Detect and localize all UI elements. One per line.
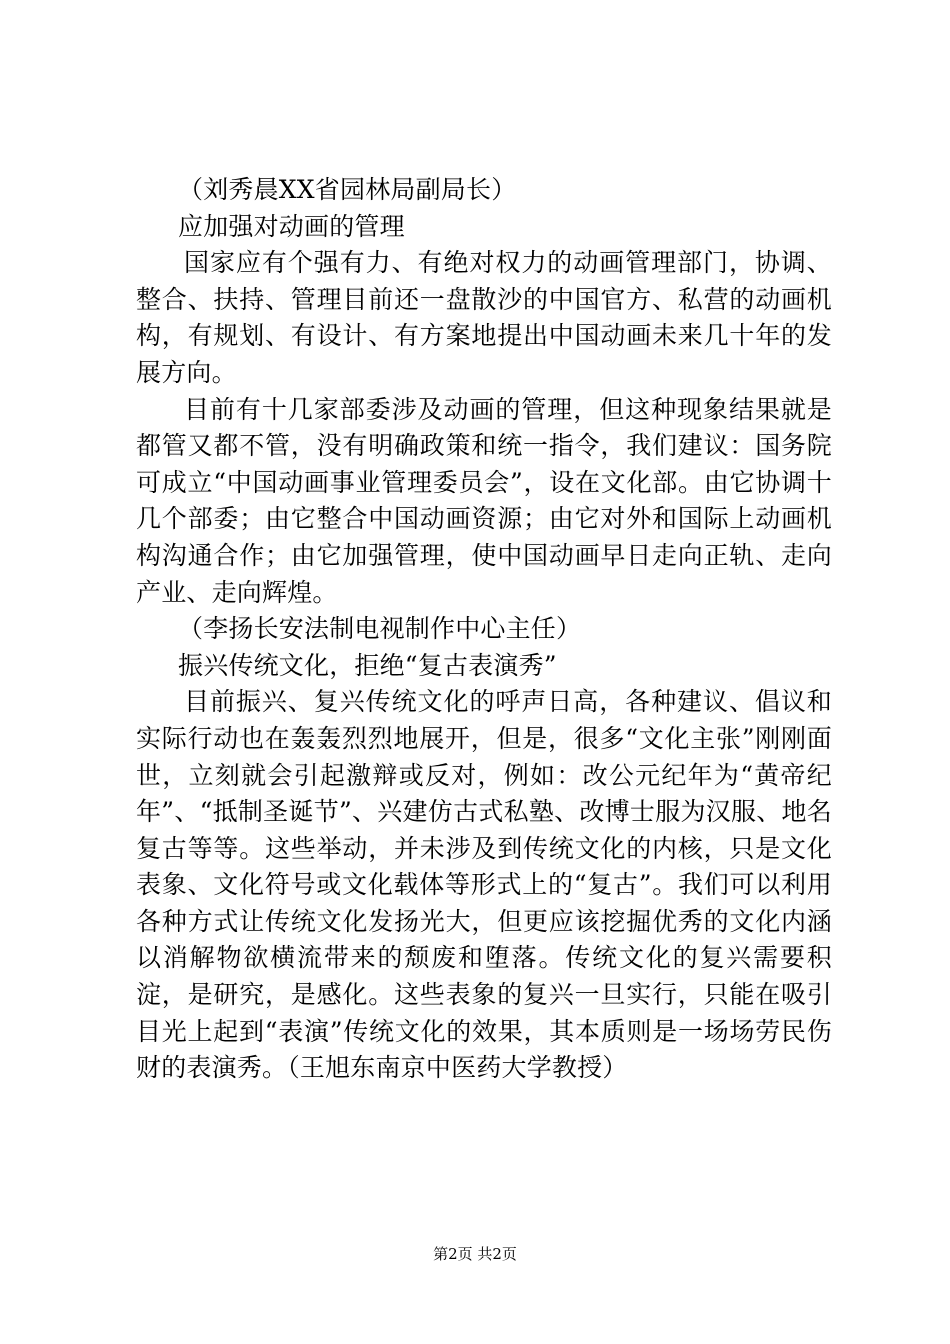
paragraph-animation-committee: 目前有十几家部委涉及动画的管理，但这种现象结果就是都管又都不管，没有明确政策和统一指令，我们建议：国务院可成立“中国动画事业管理委员会”，设在文化部。由它协调十几个部委；由它整合中国动画资源；由它对外和国际上动画机构沟通合作；由它加强管理，使中国动画早日走向正轨、走向产业、走向辉煌。 [136, 394, 832, 607]
section-heading-animation: 应加强对动画的管理 [178, 211, 405, 241]
attribution-li-yang: （李扬长安法制电视制作中心主任） [178, 614, 582, 644]
section-heading-traditional-culture: 振兴传统文化，拒绝“复古表演秀” [178, 650, 557, 680]
attribution-liu-xiuchen: （刘秀晨XX省园林局副局长） [178, 175, 517, 204]
page-number-footer: 第2页 共2页 [433, 1245, 517, 1263]
document-body [136, 172, 832, 1087]
paragraph-traditional-culture: 目前振兴、复兴传统文化的呼声日高，各种建议、倡议和实际行动也在轰轰烈烈地展开，但是，很多“文化主张”刚刚面世，立刻就会引起激辩或反对，例如：改公元纪年为“黄帝纪年”、“抵制圣诞节”、兴建仿古式私塾、改博士服为汉服、地名复古等等。这些举动，并未涉及到传统文化的内核，只是文化表象、文化符号或文化载体等形式上的“复古”。我们可以利用各种方式让传统文化发扬光大，但更应该挖掘优秀的文化内涵以消解物欲横流带来的颓废和堕落。传统文化的复兴需要积淀，是研究，是感化。这些表象的复兴一旦实行，只能在吸引目光上起到“表演”传统文化的效果，其本质则是一场场劳民伤财的表演秀。（王旭东南京中医药大学教授） [136, 687, 832, 1083]
paragraph-animation-department: 国家应有个强有力、有绝对权力的动画管理部门，协调、整合、扶持、管理目前还一盘散沙的中国官方、私营的动画机构，有规划、有设计、有方案地提出中国动画未来几十年的发展方向。 [136, 248, 832, 387]
